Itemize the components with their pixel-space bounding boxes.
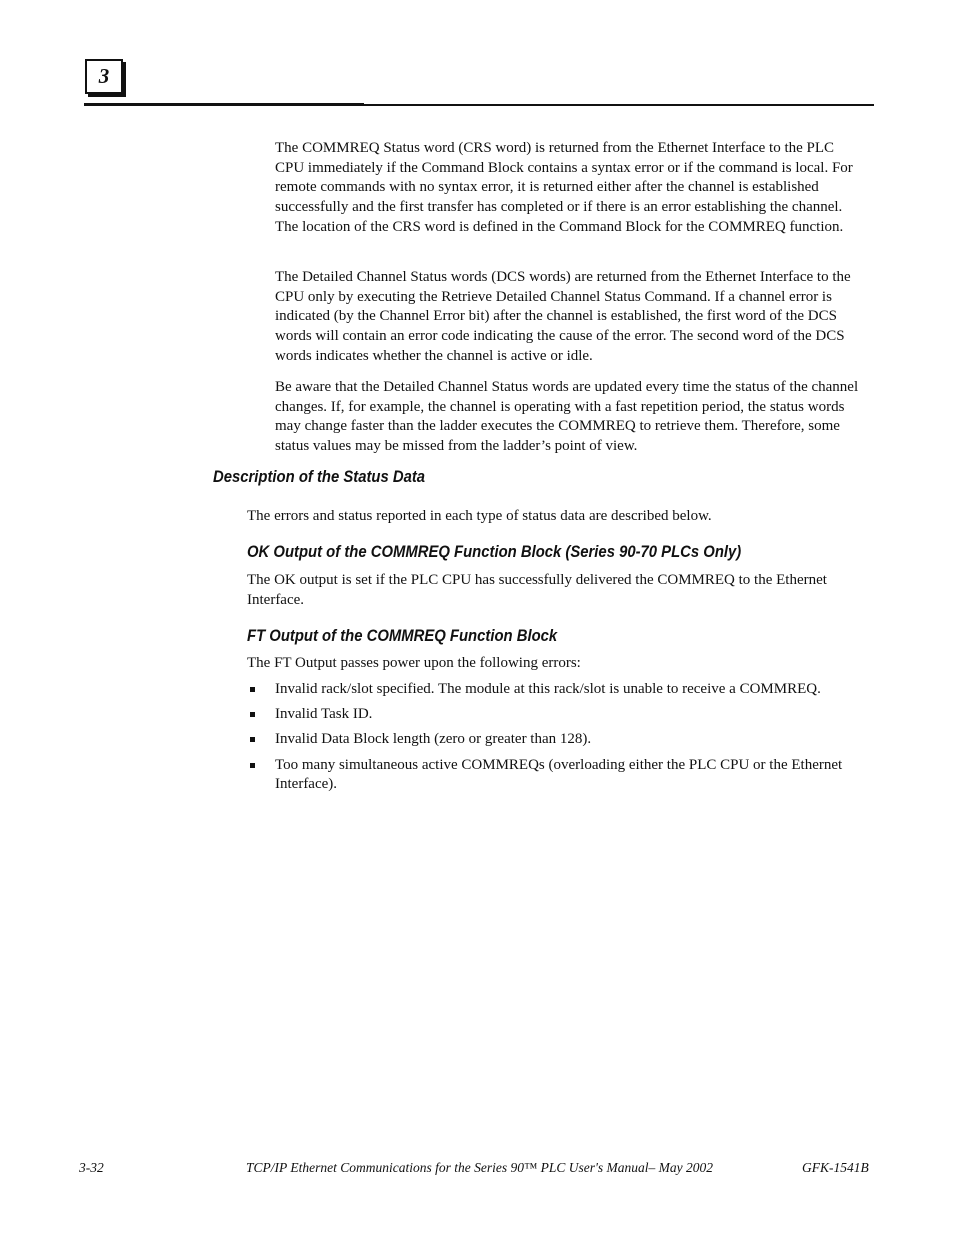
heading-ft-output: FT Output of the COMMREQ Function Block xyxy=(247,627,558,645)
footer-page-number: 3-32 xyxy=(79,1160,104,1175)
text-ft-output: The FT Output passes power upon the following errors: xyxy=(247,655,581,671)
bullet-square-icon xyxy=(250,763,255,768)
header-rule-accent xyxy=(84,103,364,106)
list-item-text: Invalid Task ID. xyxy=(275,706,373,723)
intro-paragraph-updates: Be aware that the Detailed Channel Status words are updated every time the status of the channel changes. If, for example, the channel is operating with a fast repetition period, the status words may change faster than the ladder executes the COMMREQ to retrieve them. Therefore, some status values may be missed from the ladder’s point of view. xyxy=(275,379,859,455)
chapter-number: 3 xyxy=(98,64,110,88)
list-item xyxy=(247,705,862,725)
list-item xyxy=(247,680,862,700)
intro-paragraph-dcs: The Detailed Channel Status words (DCS words) are returned from the Ethernet Interface to the CPU only by executing the Retrieve Detailed Channel Status Command. If a channel error is indicated (by the Channel Error bit) after the channel is established, the first word of the DCS words will contain an error code indicating the cause of the error. The second word of the DCS words indicates whether the channel is active or idle. xyxy=(275,269,851,364)
chapter-number-box xyxy=(85,59,123,94)
list-item xyxy=(247,730,862,750)
bullet-square-icon xyxy=(250,712,255,717)
heading-ok-output: OK Output of the COMMREQ Function Block (Series 90-70 PLCs Only) xyxy=(247,543,742,561)
footer-title: TCP/IP Ethernet Communications for the Series 90™ PLC User's Manual– May 2002 xyxy=(246,1160,713,1175)
bullet-square-icon xyxy=(250,687,255,692)
list-item xyxy=(247,756,862,795)
list-item-text: Invalid rack/slot specified. The module at this rack/slot is unable to receive a COMMREQ. xyxy=(275,681,821,697)
section-heading-status-data: Description of the Status Data xyxy=(213,468,426,486)
ft-error-list xyxy=(247,680,862,795)
list-item-text: Too many simultaneous active COMMREQs (overloading either the PLC CPU or the Ethernet Interface). xyxy=(275,756,843,793)
footer-doc-code: GFK-1541B xyxy=(802,1160,869,1175)
text-ok-output: The OK output is set if the PLC CPU has successfully delivered the COMMREQ to the Ethernet Interface. xyxy=(247,572,827,608)
intro-paragraph-crs: The COMMREQ Status word (CRS word) is returned from the Ethernet Interface to the PLC CPU immediately if the Command Block contains a syntax error or if the command is local. For remote commands with no syntax error, it is returned either after the channel is established successfully and the first transfer has completed or if there is an error establishing the channel. The location of the CRS word is defined in the Command Block for the COMMREQ function. xyxy=(275,140,853,235)
list-item-text: Invalid Data Block length (zero or greater than 128). xyxy=(275,731,592,748)
section-text-status-data: The errors and status reported in each type of status data are described below. xyxy=(247,508,712,524)
bullet-square-icon xyxy=(250,737,255,742)
